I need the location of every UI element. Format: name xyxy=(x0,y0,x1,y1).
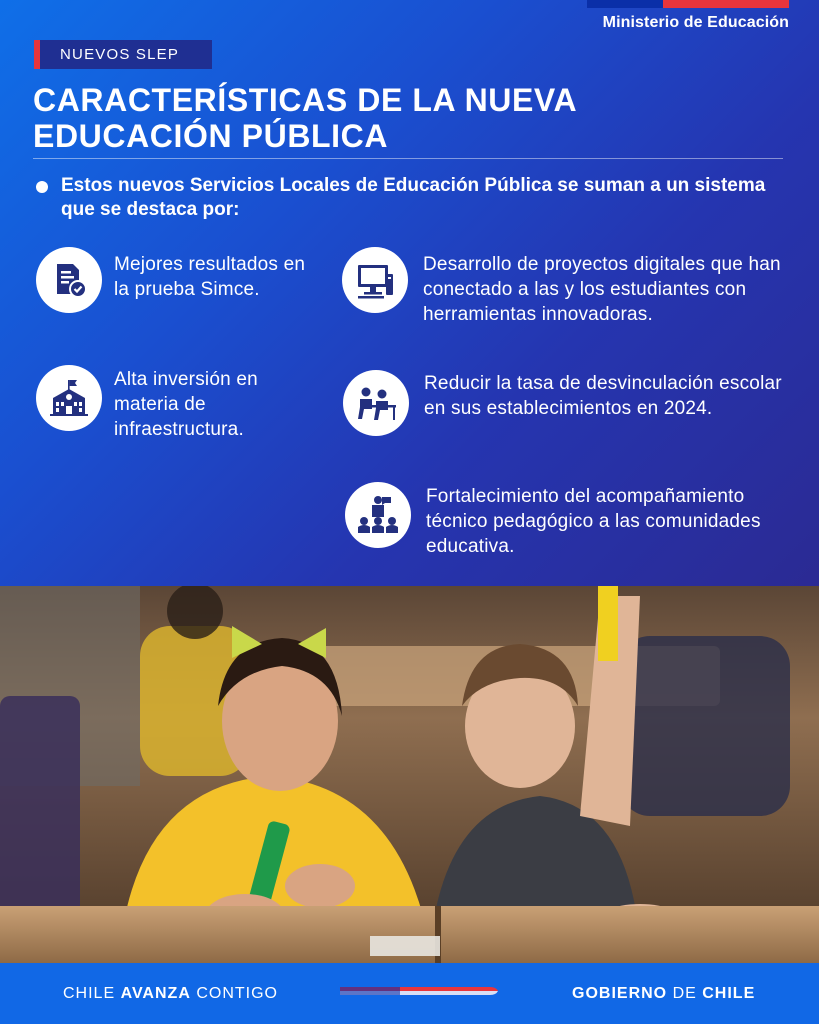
tag-label: NUEVOS SLEP xyxy=(60,46,180,63)
gov-word: DE xyxy=(667,985,703,1002)
feature-pedagogy xyxy=(345,482,805,559)
category-tag xyxy=(34,40,212,69)
photo-illustration xyxy=(0,586,819,963)
feature-retention xyxy=(343,370,783,436)
title-line-1: CARACTERÍSTICAS DE LA NUEVA xyxy=(33,82,578,118)
feature-simce xyxy=(36,247,316,313)
divider xyxy=(33,158,783,159)
feature-text: Reducir la tasa de desvinculación escolar en sus establecimientos en 2024. xyxy=(424,373,782,419)
footer xyxy=(0,963,819,1024)
slogan-emphasis: AVANZA xyxy=(120,985,191,1002)
feature-text: Alta inversión en materia de infraestructura. xyxy=(114,369,258,440)
gov-word: CHILE xyxy=(702,985,756,1002)
feature-text: Mejores resultados en la prueba Simce. xyxy=(114,254,306,300)
intro-statement xyxy=(36,174,776,222)
flag-stripe xyxy=(587,0,789,8)
feature-text: Fortalecimiento del acompañamiento técnico pedagógico a las comunidades educativa. xyxy=(426,486,761,557)
title-line-2: EDUCACIÓN PÚBLICA xyxy=(33,118,389,154)
feature-text: Desarrollo de proyectos digitales que han conectado a las y los estudiantes con herramientas innovadoras. xyxy=(423,254,781,325)
classroom-children-photo xyxy=(0,586,819,963)
page-title xyxy=(33,82,577,154)
feature-infrastructure xyxy=(36,365,316,442)
ministry-name: Ministerio de Educación xyxy=(602,14,789,31)
teacher-group-icon xyxy=(345,482,411,548)
government-logo-text xyxy=(572,985,755,1003)
document-check-icon xyxy=(36,247,102,313)
bullet-icon xyxy=(36,181,48,193)
feature-digital xyxy=(342,247,782,327)
students-desk-icon xyxy=(343,370,409,436)
slogan xyxy=(63,985,278,1003)
intro-text: Estos nuevos Servicios Locales de Educación Pública se suman a un sistema que se destaca por: xyxy=(61,175,766,220)
flag-stripes-logo xyxy=(340,985,498,997)
gov-word: GOBIERNO xyxy=(572,985,668,1002)
computer-icon xyxy=(342,247,408,313)
school-building-icon xyxy=(36,365,102,431)
slogan-part: CONTIGO xyxy=(190,985,278,1002)
slogan-part: CHILE xyxy=(63,985,121,1002)
